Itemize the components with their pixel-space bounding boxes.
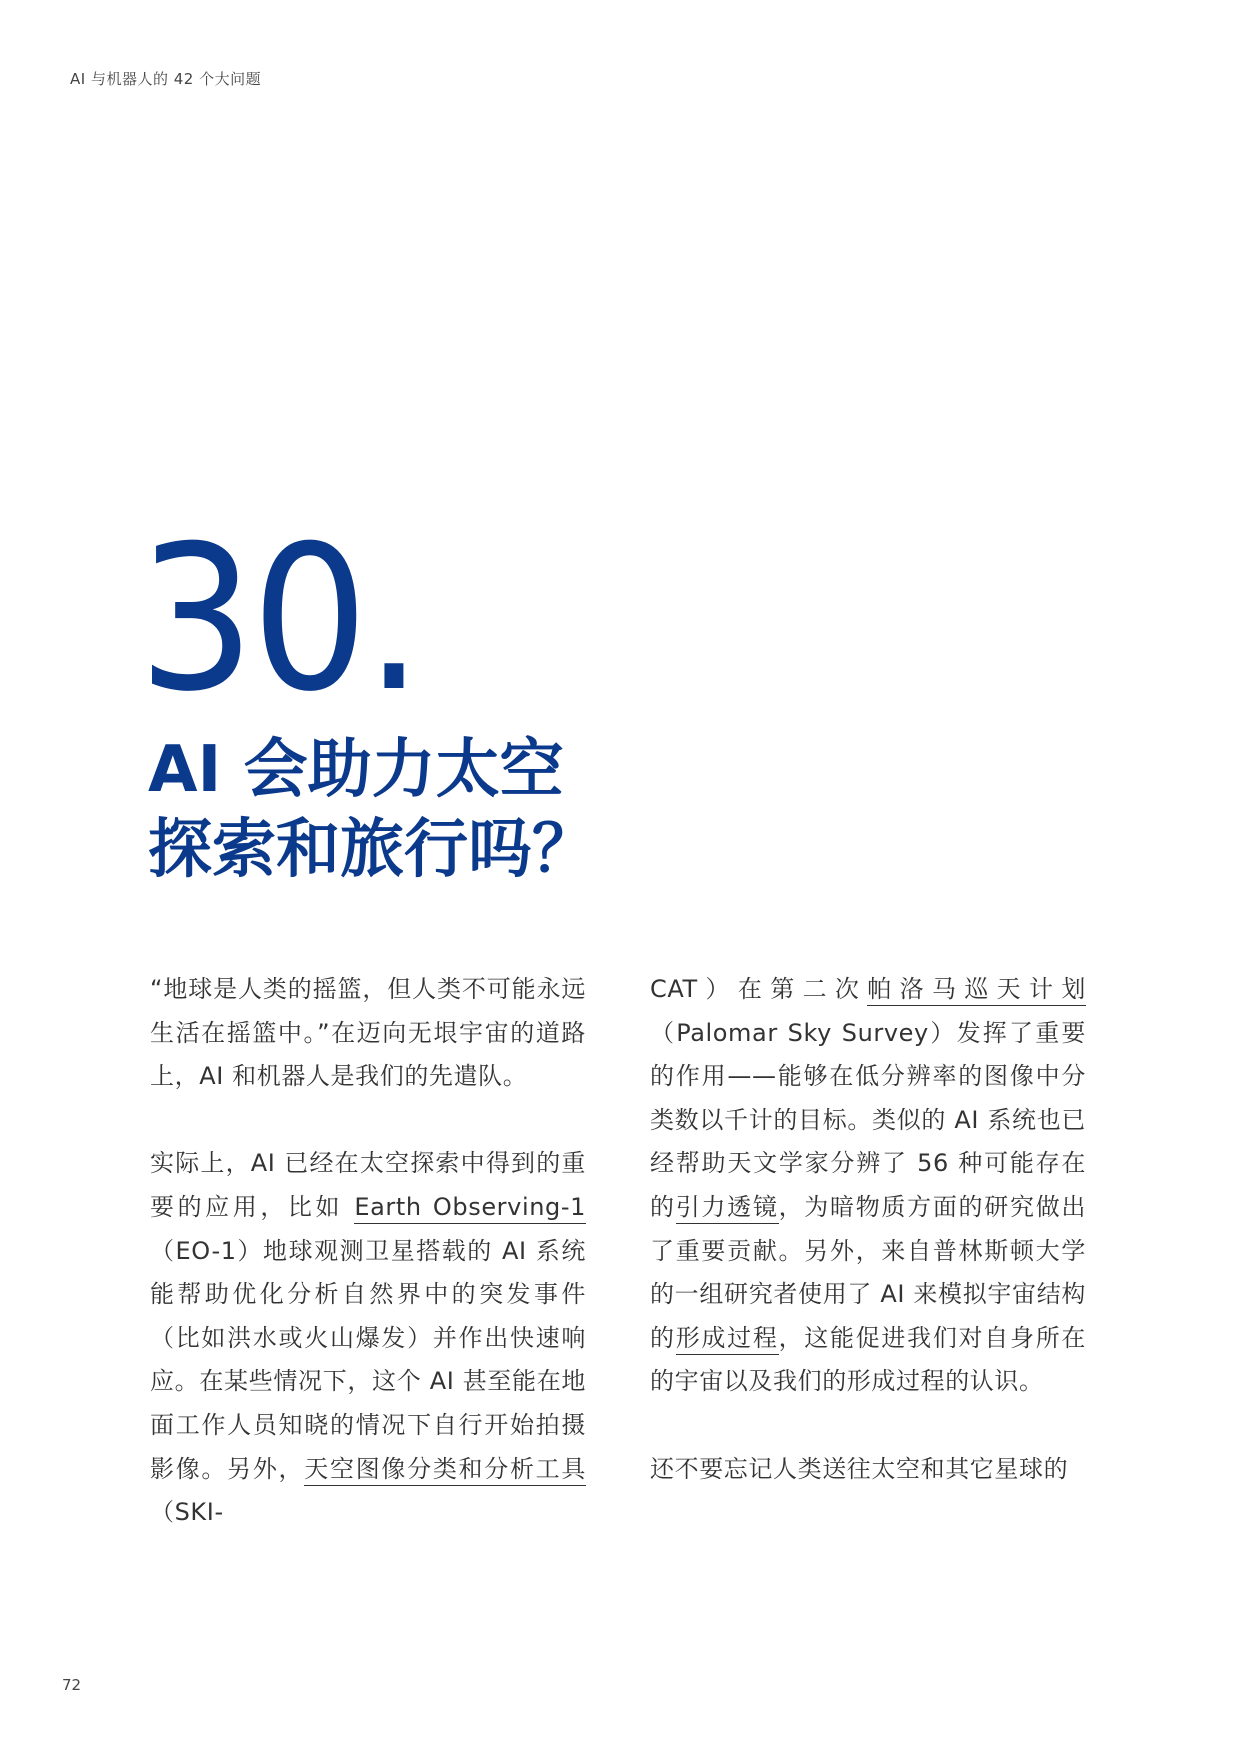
- body-column-right: [650, 968, 1086, 1535]
- link-formation-process[interactable]: 形成过程: [676, 1324, 779, 1355]
- chapter-number: 30.: [138, 503, 420, 736]
- link-palomar-survey[interactable]: 帕洛马巡天计划: [867, 975, 1086, 1006]
- chapter-title-line-1: AI 会助力太空: [148, 733, 564, 807]
- body-column-left: [150, 968, 586, 1578]
- text-span: （Palomar Sky Survey）发挥了重要的作用——能够在低分辨率的图像中分类数以千计的目标。类似的 AI 系统也已经帮助天文学家分辨了 56 种可能存在的: [650, 1018, 1086, 1221]
- chapter-title-line-2: 探索和旅行吗？: [148, 813, 596, 887]
- paragraph-skicat: [650, 968, 1086, 1404]
- running-header: AI 与机器人的 42 个大问题: [70, 70, 262, 88]
- text-span: ，为暗物质方面的研究做出了重要贡献。另外，来自普林斯顿大学的一组研究者使用了 AI 来模拟宇宙结构的: [650, 1192, 1087, 1352]
- text-span: CAT）在第二次: [650, 975, 868, 1003]
- paragraph-humans-in-space: 还不要忘记人类送往太空和其它星球的: [650, 1454, 1069, 1483]
- paragraph-space-applications: [150, 1142, 586, 1534]
- link-earth-observing-1[interactable]: Earth Observing-1: [354, 1193, 586, 1224]
- text-span: ，这能促进我们对自身所在的宇宙以及我们的形成过程的认识。: [650, 1323, 1087, 1396]
- text-span: （SKI-: [150, 1498, 224, 1527]
- link-gravitational-lens[interactable]: 引力透镜: [676, 1193, 779, 1224]
- text-span: 实际上，AI 已经在太空探索中得到的重要的应用，比如: [150, 1149, 586, 1221]
- chapter-title: [148, 730, 596, 890]
- paragraph-intro-quote: “地球是人类的摇篮，但人类不可能永远生活在摇篮中。”在迈向无垠宇宙的道路上，AI 和机器人是我们的先遣队。: [150, 975, 586, 1091]
- text-span: （EO-1）地球观测卫星搭载的 AI 系统能帮助优化分析自然界中的突发事件（比如洪水或火山爆发）并作出快速响应。在某些情况下，这个 AI 甚至能在地面工作人员知晓的情况下自行开始拍摄影像。另外，: [150, 1236, 586, 1483]
- page-number: 72: [62, 1676, 82, 1694]
- link-sky-image-tool[interactable]: 天空图像分类和分析工具: [304, 1455, 586, 1486]
